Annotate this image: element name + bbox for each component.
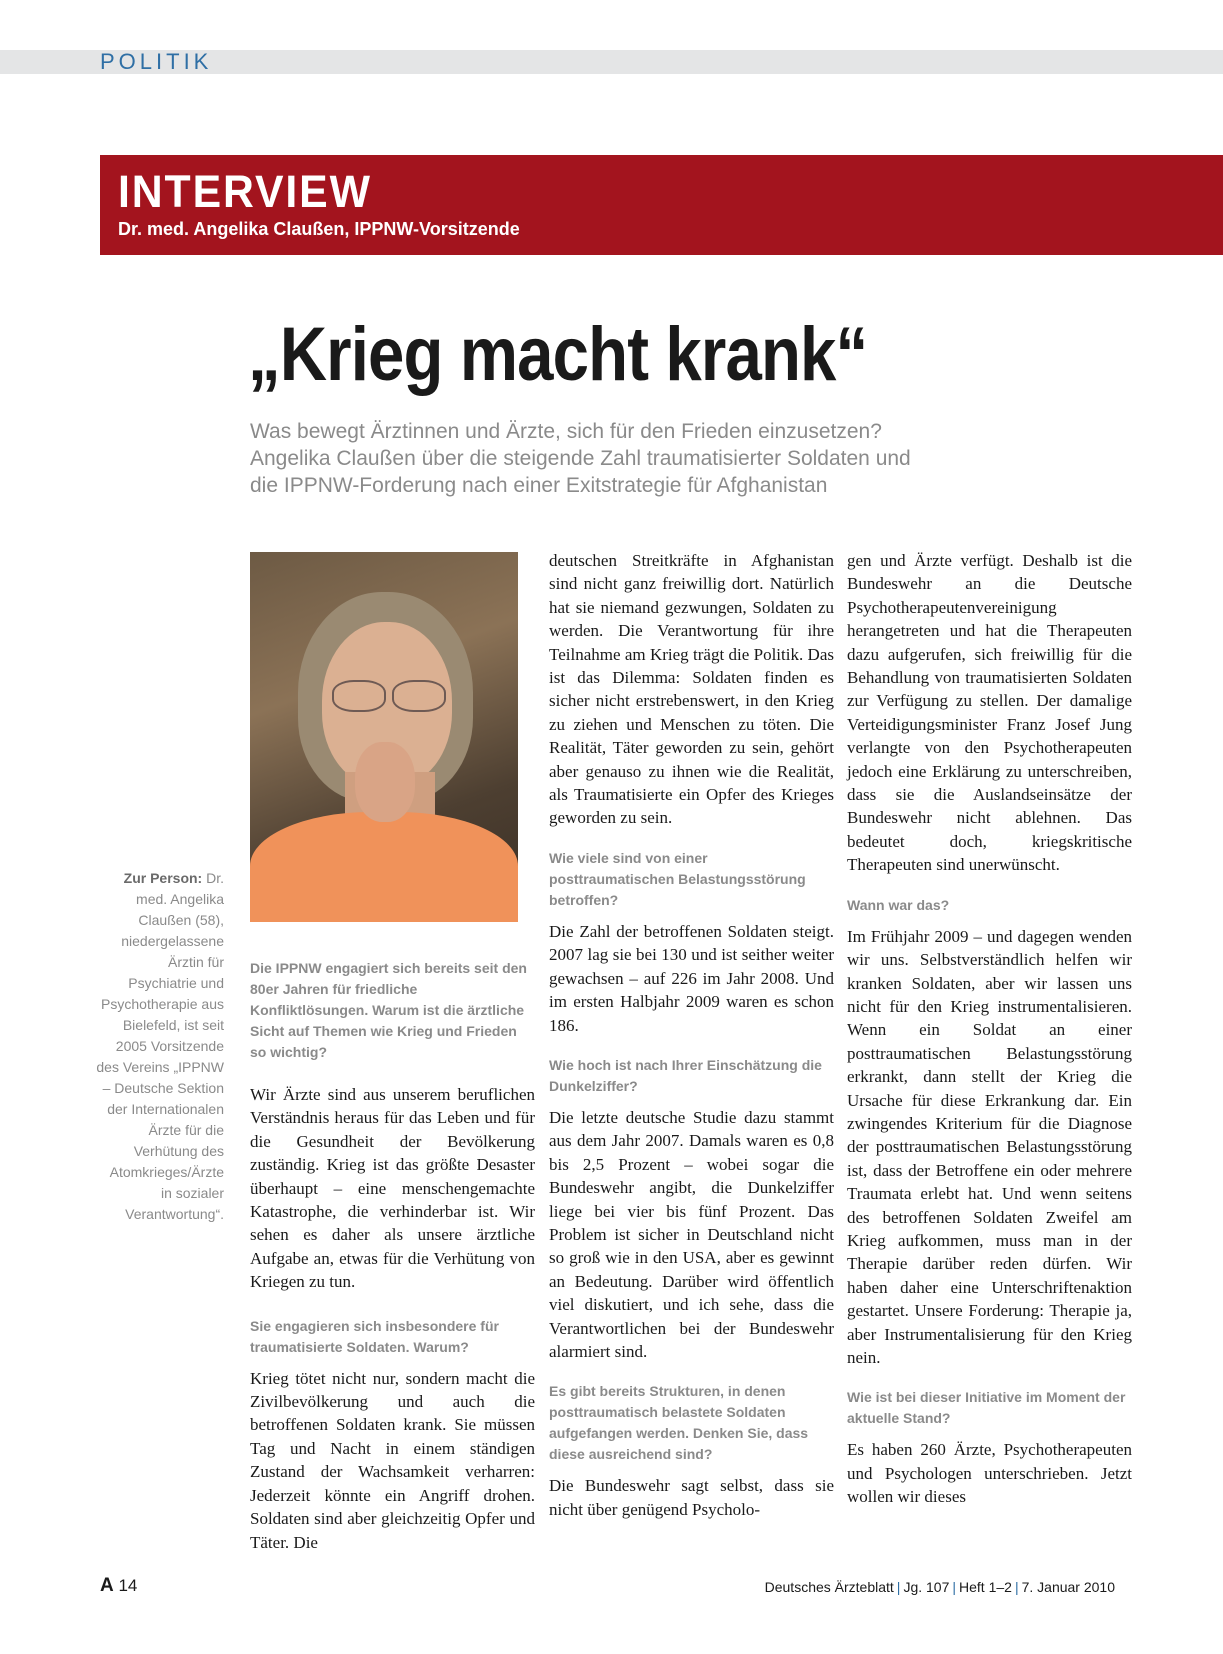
photo-glasses	[328, 680, 446, 710]
text-column-3	[847, 549, 1132, 1509]
sidebar-text: Dr. med. Angelika Claußen (58), niedergelassene Ärztin für Psychiatrie und Psychotherapie aus Bielefeld, ist seit 2005 Vorsitzende des Vereins „IPPNW – Deutsche Sektion der Internationalen Ärzte für die Verhütung des Atomkrieges/Ärzte in sozialer Verantwortung“.	[96, 870, 224, 1222]
journal-name: Deutsches Ärzteblatt	[764, 1579, 894, 1595]
article-headline: „Krieg macht krank“	[248, 312, 868, 397]
photo-lens	[332, 680, 386, 712]
interview-question: Wann war das?	[847, 896, 950, 913]
photo-hand	[355, 742, 415, 822]
separator: |	[896, 1579, 901, 1595]
interview-answer: gen und Ärzte verfügt. Deshalb ist die Bundeswehr an die Deutsche Psychotherapeutenvereinigung herangetreten und hat die Therapeuten dazu aufgerufen, sich freiwillig für die Behandlung von traumatisierten Soldaten zur Verfügung zu stellen. Der damalige Verteidigungsminister Franz Josef Jung verlangte von den Psychotherapeuten jedoch eine Erklärung zu unterschreiben, dass sie die Auslandseinsätze der Bundeswehr nicht ablehnen. Das bedeutet doch, kriegskritische Therapeuten sind unerwünscht.	[847, 551, 1132, 875]
lead-line: Was bewegt Ärztinnen und Ärzte, sich für den Frieden einzusetzen?	[250, 420, 882, 443]
text-column-1	[250, 958, 535, 1554]
interview-answer: Wir Ärzte sind aus unserem beruflichen Verständnis heraus für das Leben und für die Gesundheit der Bevölkerung zuständig. Krieg ist das größte Desaster überhaupt – eine menschengemachte Katastrophe, die verhinderbar ist. Wir sehen es daher als unsere ärztliche Aufgabe an, etwas für die Verhütung von Kriegen zu tun.	[250, 1085, 535, 1292]
interview-answer: deutschen Streitkräfte in Afghanistan sind nicht ganz freiwillig dort. Natürlich hat sie niemand gezwungen, Soldaten zu werden. Die Verantwortung für ihre Teilnahme am Krieg trägt die Politik. Das ist das Dilemma: Soldaten finden es sicher nicht erstrebenswert, in den Krieg zu ziehen und Menschen zu töten. Die Realität, Täter geworden zu sein, gehört aber genauso zu ihnen wie die Realität, als Traumatisierte ein Opfer des Krieges geworden zu sein.	[549, 551, 834, 828]
page-number	[100, 1575, 137, 1597]
banner-subtitle: Dr. med. Angelika Claußen, IPPNW-Vorsitzende	[118, 219, 520, 239]
photo-sweater	[250, 812, 518, 922]
interview-answer: Es haben 260 Ärzte, Psychotherapeuten und Psychologen unterschrieben. Jetzt wollen wir dieses	[847, 1440, 1132, 1507]
journal-issue: Heft 1–2	[959, 1579, 1012, 1595]
portrait-photo	[250, 552, 518, 922]
separator: |	[952, 1579, 957, 1595]
interview-question: Wie ist bei dieser Initiative im Moment der aktuelle Stand?	[847, 1389, 1126, 1427]
interview-question: Sie engagieren sich insbesondere für traumatisierte Soldaten. Warum?	[250, 1317, 499, 1355]
text-column-2	[549, 549, 834, 1521]
lead-line: die IPPNW-Forderung nach einer Exitstrategie für Afghanistan	[250, 474, 828, 497]
photo-lens	[392, 680, 446, 712]
interview-answer: Die Bundeswehr sagt selbst, dass sie nicht über genügend Psycholo-	[549, 1476, 834, 1519]
interview-answer: Im Frühjahr 2009 – und dagegen wenden wir uns. Selbstverständlich helfen wir kranken Soldaten, aber wir lassen uns nicht für den Krieg instrumentalisieren. Wenn ein Soldat an einer posttraumatischen Belastungsstörung erkrankt, dann stellt der Krieg die Ursache für diese Erkrankung dar. Ein zwingendes Kriterium für die Diagnose der posttraumatischen Belastungsstörung ist, dass der Betroffene ein oder mehrere Traumata erlebt hat. Und wenn seitens des betroffenen Soldaten Zweifel am Krieg aufkommen, muss man in der Therapie darüber reden dürfen. Wir haben daher eine Unterschriftenaktion gestartet. Unsere Forderung: Therapie ja, aber Instrumentalisierung für den Krieg nein.	[847, 926, 1132, 1367]
interview-question: Die IPPNW engagiert sich bereits seit den 80er Jahren für friedliche Konfliktlösungen. Warum ist die ärztliche Sicht auf Themen wie Krieg und Frieden so wichtig?	[250, 960, 527, 1060]
person-sidebar	[96, 868, 224, 1225]
interview-question: Wie hoch ist nach Ihrer Einschätzung die Dunkelziffer?	[549, 1056, 822, 1094]
journal-date: 7. Januar 2010	[1021, 1579, 1115, 1595]
sidebar-label: Zur Person:	[123, 870, 203, 886]
interview-answer: Die letzte deutsche Studie dazu stammt aus dem Jahr 2007. Damals waren es 0,8 bis 2,5 Prozent – wobei sogar die Bundeswehr angibt, die Dunkelziffer liege bei vier bis fünf Prozent. Das Problem ist sicher in Deutschland nicht so groß wie in den USA, aber es gewinnt an Bedeutung. Darüber wird öffentlich viel diskutiert, und ich sehe, dass die Verantwortlichen bei der Bundeswehr alarmiert sind.	[549, 1107, 834, 1361]
interview-answer: Krieg tötet nicht nur, sondern macht die Zivilbevölkerung und auch die betroffenen Soldaten krank. Sie müssen Tag und Nacht in einem ständigen Zustand der Wachsamkeit verharren: Jederzeit könnte ein Angriff drohen. Soldaten sind aber gleichzeitig Opfer und Täter. Die	[250, 1368, 535, 1552]
section-label: POLITIK	[100, 49, 213, 74]
lead-line: Angelika Claußen über die steigende Zahl traumatisierter Soldaten und	[250, 447, 911, 470]
journal-info	[765, 1577, 1115, 1597]
page-number-value: 14	[118, 1576, 138, 1595]
banner-title: INTERVIEW	[118, 166, 372, 217]
article-lead	[250, 418, 1050, 499]
interview-question: Es gibt bereits Strukturen, in denen posttraumatisch belastete Soldaten aufgefangen werden. Denken Sie, dass diese ausreichend sind?	[549, 1383, 809, 1463]
interview-question: Wie viele sind von einer posttraumatischen Belastungsstörung betroffen?	[549, 849, 806, 908]
page-prefix: A	[100, 1575, 114, 1596]
journal-volume: Jg. 107	[903, 1579, 950, 1595]
separator: |	[1014, 1579, 1019, 1595]
interview-answer: Die Zahl der betroffenen Soldaten steigt. 2007 lag sie bei 130 und ist seither weiter gewachsen – auf 226 im Jahr 2008. Und im ersten Halbjahr 2009 waren es schon 186.	[549, 921, 834, 1035]
